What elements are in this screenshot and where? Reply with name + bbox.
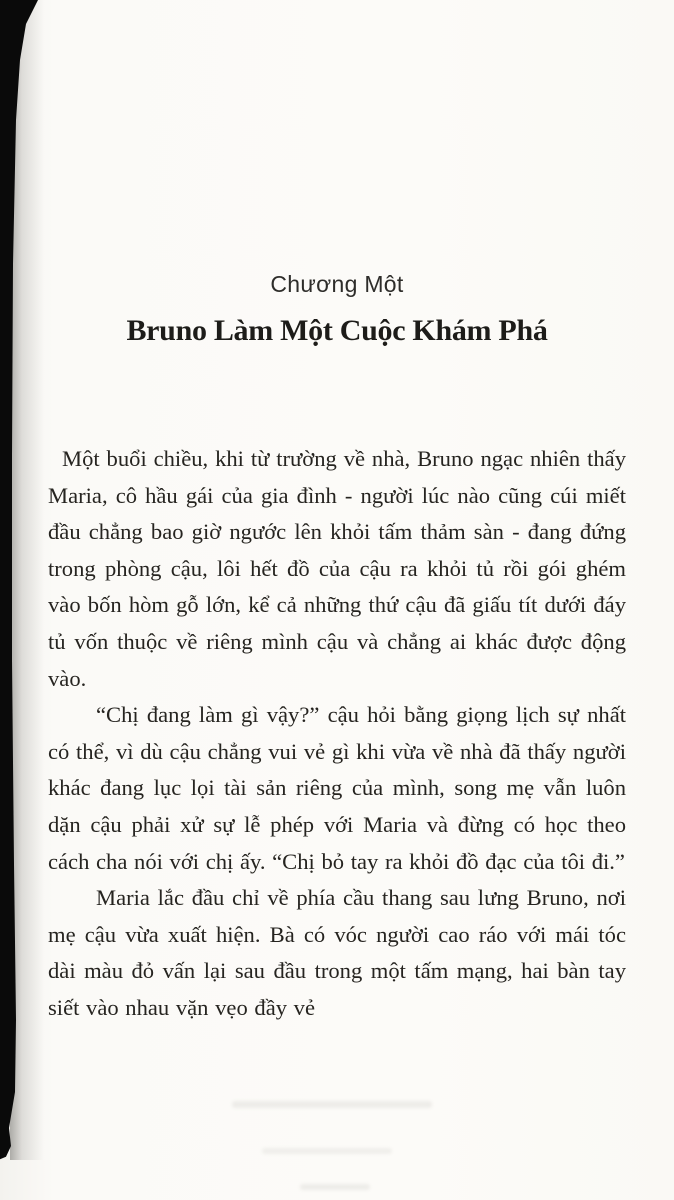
body-paragraph: Một buổi chiều, khi từ trường về nhà, Bruno ngạc nhiên thấy Maria, cô hầu gái của gia đình - người lúc nào cũng cúi miết đầu chẳng bao giờ ngước lên khỏi tấm thảm sàn - đang đứng trong phòng cậu, lôi hết đồ của cậu ra khỏi tủ rồi gói ghém vào bốn hòm gỗ lớn, kể cả những thứ cậu đã giấu tít dưới đáy tủ vốn thuộc về riêng mình cậu và chẳng ai khác được động vào.	[48, 446, 626, 691]
scan-artifact	[300, 1184, 370, 1190]
chapter-number: Chương Một	[270, 271, 404, 297]
body-paragraph: “Chị đang làm gì vậy?” cậu hỏi bằng giọng lịch sự nhất có thể, vì dù cậu chẳng vui vẻ gì khi vừa về nhà đã thấy người khác đang lục lọi tài sản riêng của mình, song mẹ vẫn luôn dặn cậu phải xử sự lễ phép với Maria và đừng có học theo cách cha nói với chị ấy. “Chị bỏ tay ra khỏi đồ đạc của tôi đi.”	[48, 702, 626, 874]
page-content	[48, 0, 626, 1027]
body-text-block	[48, 441, 626, 1027]
body-paragraph: Maria lắc đầu chỉ về phía cầu thang sau lưng Bruno, nơi mẹ cậu vừa xuất hiện. Bà có vóc người cao ráo với mái tóc dài màu đỏ vấn lại sau đầu trong một tấm mạng, hai bàn tay siết vào nhau vặn vẹo đầy vẻ	[48, 885, 626, 1020]
scan-artifact	[232, 1101, 432, 1108]
chapter-title: Bruno Làm Một Cuộc Khám Phá	[126, 314, 548, 347]
scan-artifact	[262, 1148, 392, 1154]
